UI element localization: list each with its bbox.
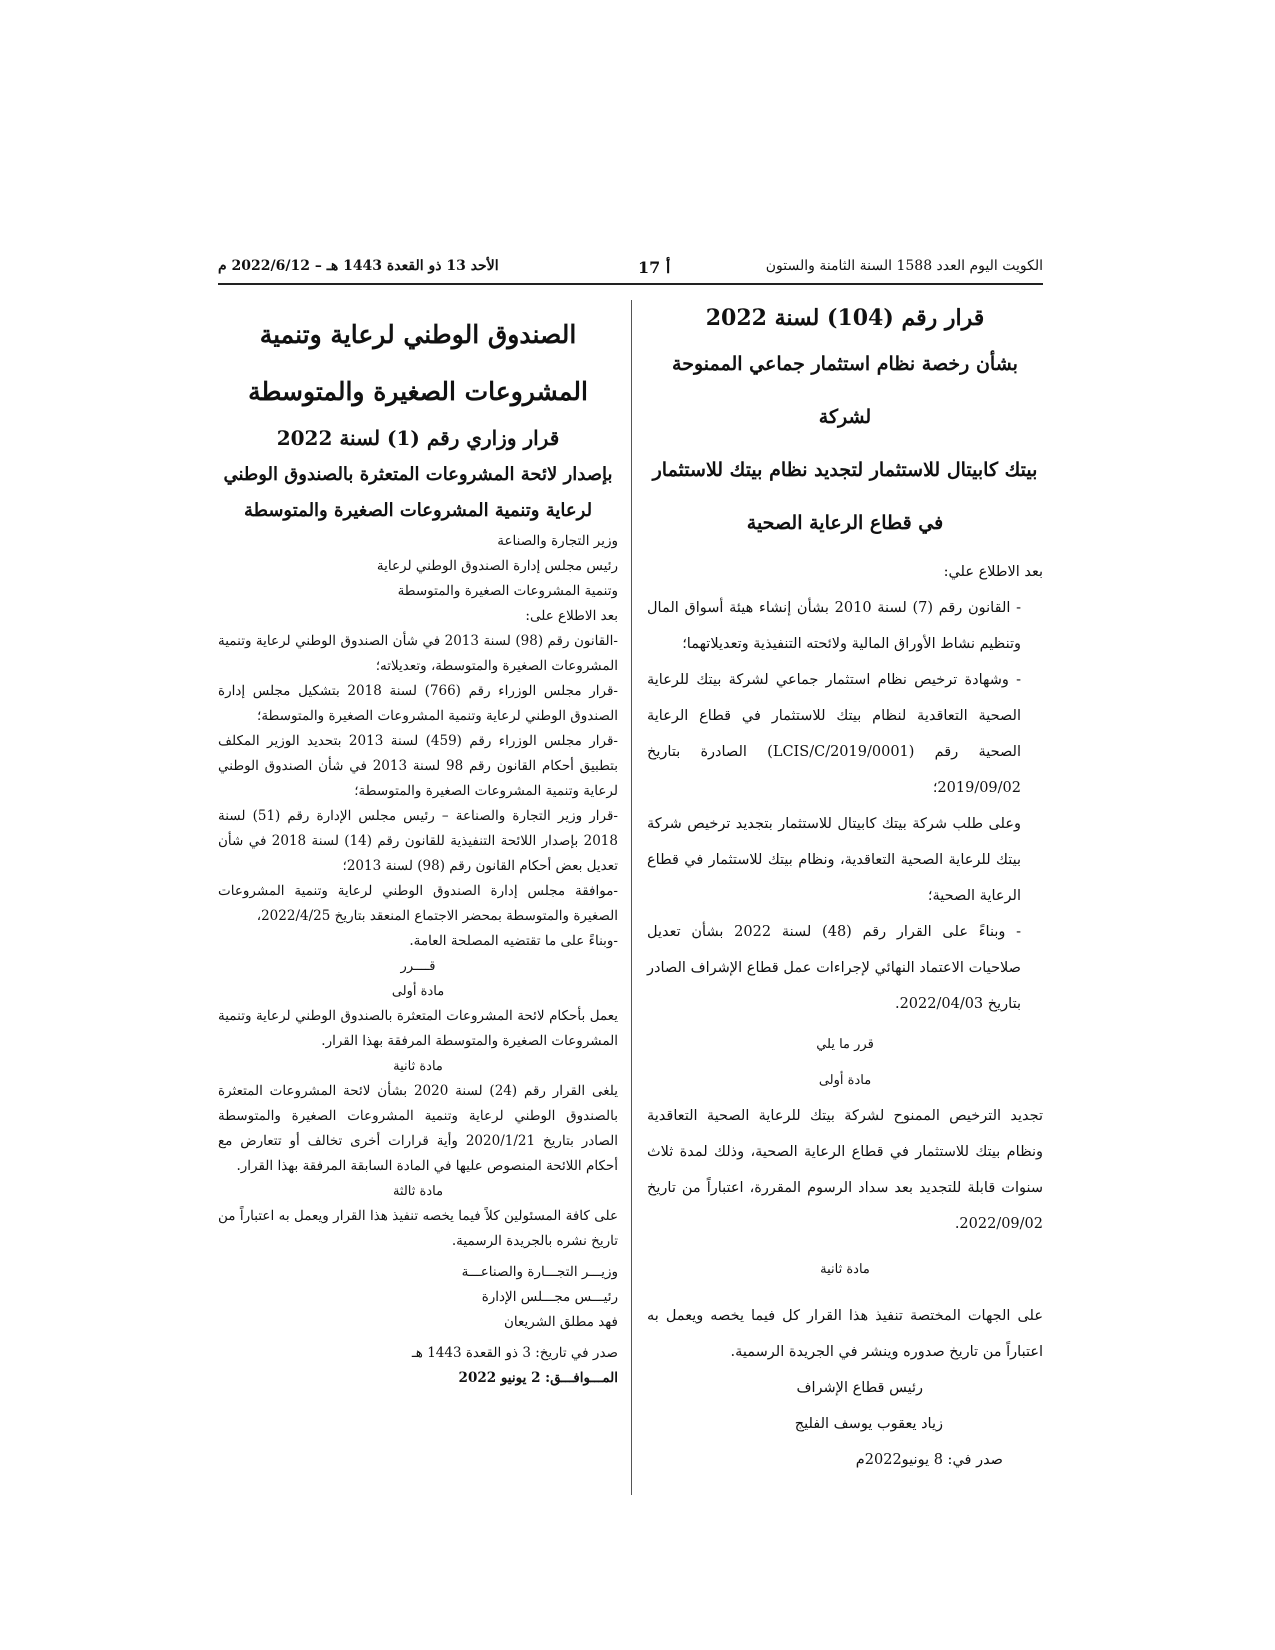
intro-text: بعد الاطلاع على: — [525, 608, 618, 624]
right-column — [647, 298, 1043, 1478]
org-name-line-1: الصندوق الوطني لرعاية وتنمية — [259, 320, 577, 349]
decision-subtitle-3: في قطاع الرعاية الصحية — [746, 512, 944, 534]
article-1-heading: مادة أولى — [391, 984, 445, 999]
signature-name: زياد يعقوب يوسف الفليج — [794, 1416, 943, 1432]
article-1-text: يعمل بأحكام لائحة المشروعات المتعثرة بالصندوق الوطني لرعاية وتنمية المشروعات الصغيرة والمتوسطة المرفقة بهذا القرار. — [218, 1008, 618, 1049]
recital-4: - وبناءً على القرار رقم (48) لسنة 2022 بشأن تعديل صلاحيات الاعتماد النهائي لإجراءات عمل قطاع الإشراف الصادر بتاريخ 2022/04/03. — [647, 924, 1021, 1012]
signature-title: رئيس قطاع الإشراف — [796, 1380, 923, 1396]
intro-text: بعد الاطلاع علي: — [943, 564, 1043, 580]
minister-line-2: رئيس مجلس إدارة الصندوق الوطني لرعاية — [376, 558, 618, 574]
column-divider — [631, 300, 632, 1495]
signature-line-3: فهد مطلق الشريعان — [503, 1314, 618, 1330]
decided-heading: قــــرر — [400, 959, 436, 974]
article-2-text: على الجهات المختصة تنفيذ هذا القرار كل فيما يخصه ويعمل به اعتباراً من تاريخ صدوره وينشر في الجريدة الرسمية. — [647, 1308, 1043, 1360]
recital-1: - القانون رقم (7) لسنة 2010 بشأن إنشاء هيئة أسواق المال وتنظيم نشاط الأوراق المالية ولائحته التنفيذية وتعديلاتهما؛ — [647, 600, 1021, 652]
article-2-text: يلغى القرار رقم (24) لسنة 2020 بشأن لائحة المشروعات المتعثرة بالصندوق الوطني لرعاية وتنمية المشروعات الصغيرة والمتوسطة الصادر بتاريخ 2020/1/21 وأية قرارات أخرى تخالف أو تتعارض مع أحكام اللائحة المنصوص عليها في المادة السابقة المرفقة بهذا القرار. — [218, 1083, 618, 1174]
decree-title: قرار وزاري رقم (1) لسنة 2022 — [276, 426, 560, 450]
page-header — [218, 258, 1043, 284]
org-name-line-2: المشروعات الصغيرة والمتوسطة — [248, 377, 588, 406]
issued-line-2: المـــوافـــق: 2 يونيو 2022 — [458, 1370, 618, 1386]
issued-line-1: صدر في تاريخ: 3 ذو القعدة 1443 هـ — [411, 1345, 618, 1361]
article-1-text: تجديد الترخيص الممنوح لشركة بيتك للرعاية الصحية التعاقدية ونظام بيتك للاستثمار في قطاع الرعاية الصحية، وذلك لمدة ثلاث سنوات قابلة للتجديد بعد سداد الرسوم المقررة، اعتباراً من تاريخ 2022/09/02. — [647, 1108, 1043, 1232]
decision-subtitle-2: بيتك كابيتال للاستثمار لتجديد نظام بيتك للاستثمار — [652, 459, 1038, 481]
signature-line-2: رئيـــس مجـــلس الإدارة — [481, 1289, 618, 1305]
article-2-heading: مادة ثانية — [820, 1262, 870, 1277]
article-3-text: على كافة المسئولين كلاً فيما يخصه تنفيذ هذا القرار ويعمل به اعتباراً من تاريخ نشره بالجريدة الرسمية. — [218, 1208, 618, 1249]
minister-line-1: وزير التجارة والصناعة — [497, 533, 618, 549]
recital-5: -موافقة مجلس إدارة الصندوق الوطني لرعاية وتنمية المشروعات الصغيرة والمتوسطة بمحضر الاجتماع المنعقد بتاريخ 2022/4/25، — [218, 883, 618, 924]
article-2-heading: مادة ثانية — [393, 1059, 443, 1074]
issued-date: صدر في: 8 يونيو2022م — [855, 1452, 1003, 1468]
minister-line-3: وتنمية المشروعات الصغيرة والمتوسطة — [397, 583, 618, 599]
decree-subtitle-1: بإصدار لائحة المشروعات المتعثرة بالصندوق الوطني — [223, 464, 613, 485]
decision-title: قرار رقم (104) لسنة 2022 — [705, 305, 985, 331]
article-3-heading: مادة ثالثة — [392, 1184, 444, 1199]
recital-6: -وبناءً على ما تقتضيه المصلحة العامة. — [409, 933, 618, 949]
header-page-number: أ 17 — [638, 258, 671, 277]
header-date: الأحد 13 ذو القعدة 1443 هـ – 2022/6/12 م — [218, 258, 499, 274]
left-column — [218, 306, 618, 1391]
recital-3: -قرار مجلس الوزراء رقم (459) لسنة 2013 بتحديد الوزير المكلف بتطبيق أحكام القانون رقم 98 لسنة 2013 في شأن الصندوق الوطني لرعاية وتنمية المشروعات الصغيرة والمتوسطة؛ — [218, 733, 618, 799]
header-issue: الكويت اليوم العدد 1588 السنة الثامنة والستون — [765, 258, 1043, 274]
article-1-heading: مادة أولى — [818, 1073, 872, 1088]
signature-block — [218, 1260, 618, 1335]
issued-block — [218, 1341, 618, 1391]
recital-3: وعلى طلب شركة بيتك كابيتال للاستثمار بتجديد ترخيص شركة بيتك للرعاية الصحية التعاقدية، ونظام بيتك للاستثمار في قطاع الرعاية الصحية؛ — [647, 816, 1021, 904]
recital-1: -القانون رقم (98) لسنة 2013 في شأن الصندوق الوطني لرعاية وتنمية المشروعات الصغيرة والمتوسطة، وتعديلاته؛ — [218, 633, 618, 674]
recital-2: - وشهادة ترخيص نظام استثمار جماعي لشركة بيتك للرعاية الصحية التعاقدية لنظام بيتك للاستثمار في قطاع الرعاية الصحية رقم (LCIS/C/2019/0001) الصادرة بتاريخ 2019/09/02؛ — [647, 672, 1021, 796]
decree-subtitle-2: لرعاية وتنمية المشروعات الصغيرة والمتوسطة — [243, 500, 593, 521]
decided-heading: قرر ما يلي — [816, 1037, 874, 1052]
header-rule — [218, 283, 1043, 285]
recital-4: -قرار وزير التجارة والصناعة – رئيس مجلس الإدارة رقم (51) لسنة 2018 بإصدار اللائحة التنفيذية للقانون رقم (14) لسنة 2018 في شأن تعديل بعض أحكام القانون رقم (98) لسنة 2013؛ — [218, 808, 618, 874]
decision-subtitle-1: بشأن رخصة نظام استثمار جماعي الممنوحة لشركة — [672, 353, 1018, 428]
recital-2: -قرار مجلس الوزراء رقم (766) لسنة 2018 بتشكيل مجلس إدارة الصندوق الوطني لرعاية وتنمية المشروعات الصغيرة والمتوسطة؛ — [218, 683, 618, 724]
signature-line-1: وزيـــر التجـــارة والصناعـــة — [461, 1264, 618, 1280]
